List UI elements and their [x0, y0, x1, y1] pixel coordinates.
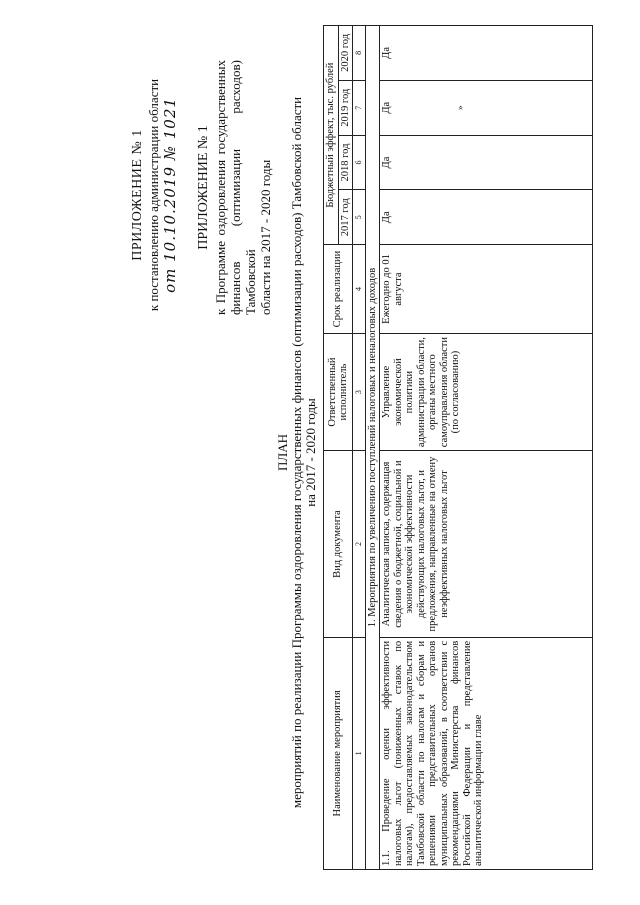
plan-heading	[276, 0, 318, 905]
measure-name: 1.1. Проведение оценки эффективности налоговых льгот (пониженных ставок по налогам), предоставляемых законодательством Тамбовской области по налогам и сборам и решениями представительных органов муниципальных образований, в соответствии с рекомендациями Министерства финансов Российской Федерации и представление аналитической информации главе	[380, 637, 593, 869]
section-row	[365, 26, 380, 870]
margin-mark: »	[454, 105, 465, 110]
program-annex-line2: финансов (оптимизации расходов) Тамбовской	[228, 60, 258, 315]
effect-2017: Да	[380, 190, 593, 245]
effect-2019-value: Да	[381, 101, 392, 114]
header-name: Наименование мероприятия	[324, 637, 353, 869]
annex-header	[130, 60, 178, 330]
effect-2019	[380, 80, 593, 135]
document-type: Аналитическая записка, содержащая сведения о бюджетной, социальной и экономической эффективности действующих налоговых льгот, и предложения, направленные на отмену неэффективных налоговых льгот	[380, 451, 593, 638]
column-number: 2	[353, 451, 366, 638]
header-row	[324, 26, 339, 870]
responsible-executor: Управление экономической политики администрации области, органы местного самоуправления области (по согласованию)	[380, 333, 593, 450]
header-year: 2019 год	[338, 80, 353, 135]
program-annex	[196, 60, 273, 315]
column-number: 3	[353, 333, 366, 450]
column-number: 1	[353, 637, 366, 869]
plan-years: на 2017 - 2020 годы	[303, 398, 318, 507]
column-number: 8	[353, 26, 366, 81]
program-annex-line1: к Программе оздоровления государственных	[213, 60, 228, 315]
column-number: 4	[353, 245, 366, 334]
column-number: 7	[353, 80, 366, 135]
annex-title: ПРИЛОЖЕНИЕ № 1	[130, 129, 145, 261]
plan-subtitle: мероприятий по реализации Программы оздоровления государственных финансов (оптимизации расходов) Тамбовской области	[289, 96, 304, 809]
column-number: 6	[353, 135, 366, 190]
implementation-term: Ежегодно до 01 августа	[380, 245, 593, 334]
section-title: 1. Мероприятия по увеличению поступлений налоговых и неналоговых доходов	[365, 26, 380, 870]
annex-line: к постановлению администрации области	[146, 78, 161, 312]
header-doc: Вид документа	[324, 451, 353, 638]
effect-2018: Да	[380, 135, 593, 190]
column-numbers-row	[353, 26, 366, 870]
header-year: 2018 год	[338, 135, 353, 190]
header-term: Срок реализации	[324, 245, 353, 334]
plan-table	[323, 25, 593, 870]
header-year: 2017 год	[338, 190, 353, 245]
header-budget-effect: Бюджетный эффект, тыс. рублей	[324, 26, 339, 245]
plan-title: ПЛАН	[275, 434, 290, 471]
header-responsible: Ответственный исполнитель	[324, 333, 353, 450]
table-row	[380, 26, 593, 870]
effect-2020: Да	[380, 26, 593, 81]
header-year: 2020 год	[338, 26, 353, 81]
program-annex-line3: области на 2017 - 2020 годы	[258, 159, 273, 315]
program-annex-title: ПРИЛОЖЕНИЕ № 1	[196, 125, 211, 250]
handwritten-date-number: от 10.10.2019 № 1021	[161, 97, 179, 293]
column-number: 5	[353, 190, 366, 245]
